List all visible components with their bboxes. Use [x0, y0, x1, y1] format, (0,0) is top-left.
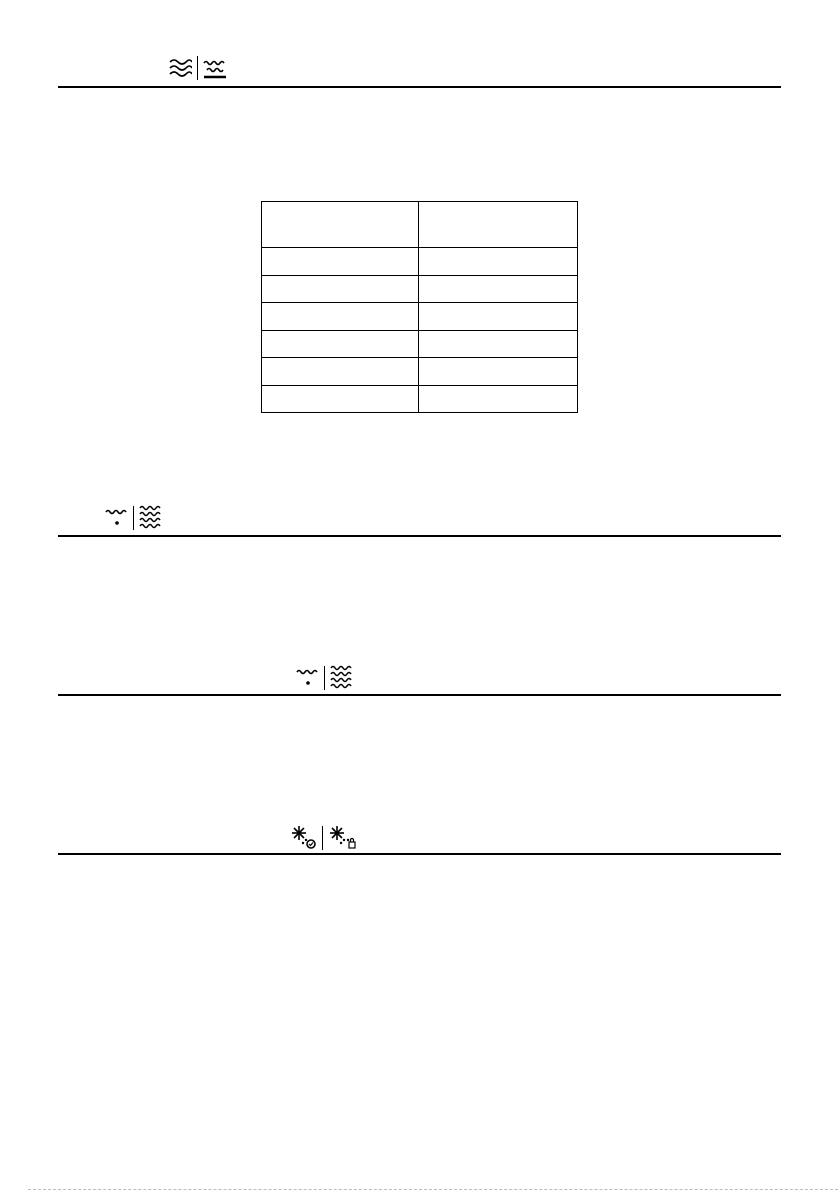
table-row: [262, 330, 578, 358]
table-cell: [419, 385, 578, 413]
table-header-cell: [262, 202, 419, 248]
table-row: [262, 248, 578, 276]
data-table: [261, 201, 578, 413]
steam-icon: [329, 664, 353, 690]
table-cell: [262, 303, 419, 331]
table-header: [262, 202, 578, 248]
page-edge-rule: [28, 1189, 838, 1190]
section-1-divider: [58, 86, 781, 88]
section-4-icons: [289, 824, 357, 850]
section-3-divider: [58, 694, 781, 696]
table-cell: [419, 248, 578, 276]
descale-check-icon: [289, 824, 317, 850]
table-cell: [419, 275, 578, 303]
table-cell: [262, 275, 419, 303]
icon-separator: [324, 666, 325, 690]
water-drop-icon: [104, 506, 128, 530]
icon-separator: [322, 826, 323, 850]
section-1-icons: [168, 56, 228, 80]
table-row: [262, 275, 578, 303]
table-row: [262, 303, 578, 331]
section-4-divider: [58, 853, 781, 855]
section-2-icons: [104, 504, 162, 530]
steam-icon: [138, 504, 162, 530]
table-cell: [262, 248, 419, 276]
table-cell: [262, 385, 419, 413]
table-row: [262, 358, 578, 386]
icon-separator: [197, 56, 198, 80]
steam-tray-icon: [202, 56, 228, 80]
table-cell: [419, 330, 578, 358]
table-cell: [262, 358, 419, 386]
table-row: [262, 385, 578, 413]
table-cell: [419, 358, 578, 386]
table-header-cell: [419, 202, 578, 248]
water-drop-icon: [295, 666, 319, 690]
section-2-divider: [58, 535, 781, 537]
steam-icon: [168, 56, 192, 80]
descale-lock-icon: [327, 824, 357, 850]
icon-separator: [133, 506, 134, 530]
table-cell: [419, 303, 578, 331]
table-cell: [262, 330, 419, 358]
section-3-icons: [295, 664, 353, 690]
